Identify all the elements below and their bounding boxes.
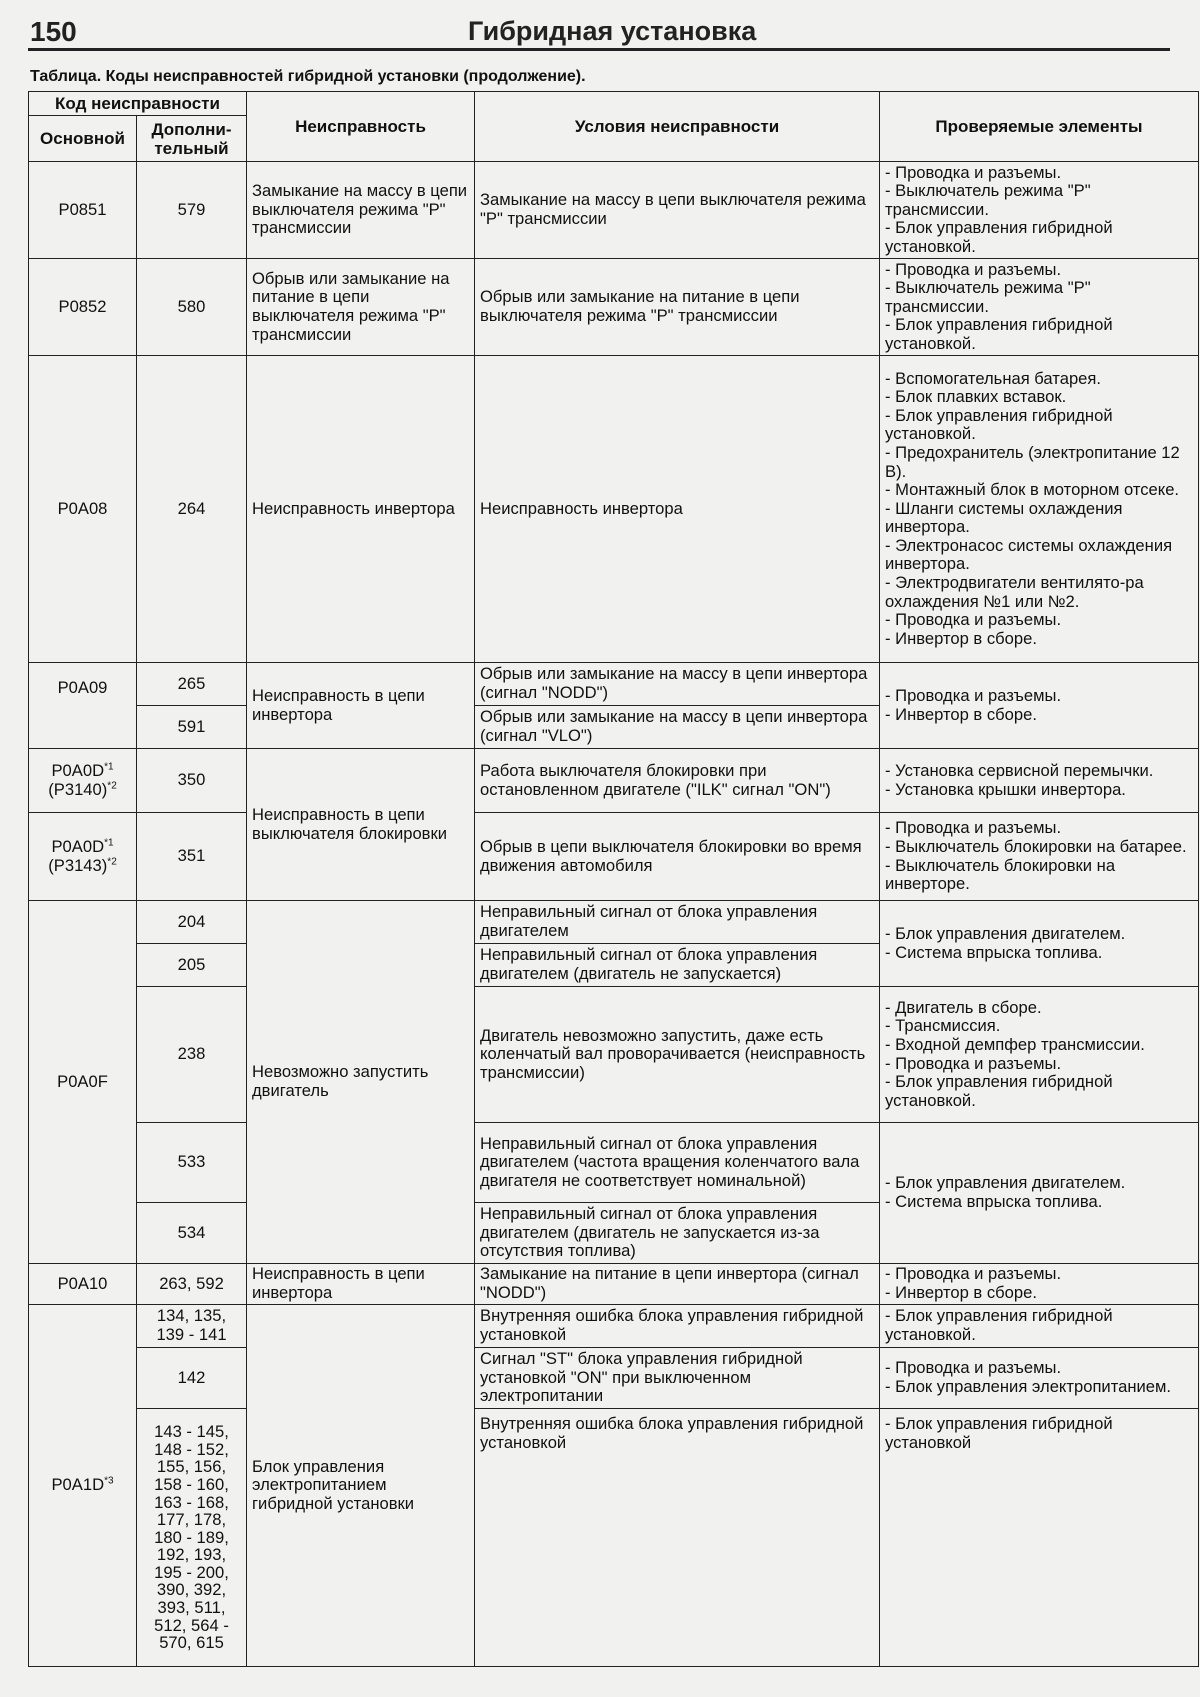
condition-cell: Внутренняя ошибка блока управления гибридной установкой <box>475 1409 880 1667</box>
condition-cell: Замыкание на питание в цепи инвертора (сигнал "NODD") <box>475 1264 880 1305</box>
condition-cell: Неправильный сигнал от блока управления двигателем (частота вращения коленчатого вала двигателя не соответствует номинальной) <box>475 1123 880 1203</box>
footnote-mark: *2 <box>107 855 117 867</box>
table-row <box>29 356 1199 663</box>
additional-code: 591 <box>137 706 247 749</box>
main-code-alternate: (P3140) <box>48 779 108 799</box>
condition-cell: Обрыв или замыкание на массу в цепи инвертора (сигнал "VLO") <box>475 706 880 749</box>
additional-code: 205 <box>137 944 247 987</box>
page-title: Гибридная установка <box>468 16 757 46</box>
fault-cell: Неисправность в цепи инвертора <box>247 1264 475 1305</box>
condition-cell: Неправильный сигнал от блока управления двигателем (двигатель не запускается) <box>475 944 880 987</box>
additional-code: 579 <box>137 162 247 259</box>
table-caption: Таблица. Коды неисправностей гибридной установки (продолжение). <box>30 68 586 85</box>
header-conditions: Условия неисправности <box>475 92 880 162</box>
condition-cell: Сигнал "ST" блока управления гибридной установкой "ON" при выключенном электропитании <box>475 1348 880 1409</box>
check-cell: - Проводка и разъемы. - Инвертор в сборе. <box>880 1264 1199 1305</box>
fault-cell: Обрыв или замыкание на питание в цепи выключателя режима "P" трансмиссии <box>247 259 475 356</box>
main-code: P0A0F <box>29 901 137 1264</box>
table-row <box>29 663 1199 706</box>
fault-cell: Невозможно запустить двигатель <box>247 901 475 1264</box>
fault-cell: Неисправность инвертора <box>247 356 475 663</box>
additional-code: 142 <box>137 1348 247 1409</box>
condition-cell: Обрыв в цепи выключателя блокировки во время движения автомобиля <box>475 813 880 901</box>
header-fault: Неисправность <box>247 92 475 162</box>
condition-cell: Неисправность инвертора <box>475 356 880 663</box>
additional-code: 143 - 145, 148 - 152, 155, 156, 158 - 160, 163 - 168, 177, 178, 180 - 189, 192, 193, 195 - 200, 390, 392, 393, 511, 512, 564 - 570, 615 <box>137 1409 247 1667</box>
check-cell: - Проводка и разъемы. - Выключатель режима "P" трансмиссии. - Блок управления гибридной установкой. <box>880 162 1199 259</box>
additional-code: 580 <box>137 259 247 356</box>
header-additional-line2: тельный <box>154 138 229 158</box>
check-cell: - Установка сервисной перемычки. - Установка крышки инвертора. <box>880 749 1199 813</box>
condition-cell: Неправильный сигнал от блока управления двигателем <box>475 901 880 944</box>
table-row <box>29 901 1199 944</box>
footnote-mark: *3 <box>104 1475 114 1487</box>
additional-code: 533 <box>137 1123 247 1203</box>
check-cell: - Двигатель в сборе. - Трансмиссия. - Входной демпфер трансмиссии. - Проводка и разъемы. - Блок управления гибридной установкой. <box>880 987 1199 1123</box>
condition-cell: Замыкание на массу в цепи выключателя режима "P" трансмиссии <box>475 162 880 259</box>
main-code: P0A09 <box>29 663 137 749</box>
table-row <box>29 259 1199 356</box>
main-code-alternate: (P3143) <box>48 855 108 875</box>
additional-code: 350 <box>137 749 247 813</box>
footnote-mark: *2 <box>107 779 117 791</box>
table-row <box>29 987 1199 1123</box>
footnote-mark: *1 <box>104 761 114 773</box>
check-cell: - Блок управления гибридной установкой. <box>880 1305 1199 1348</box>
fault-cell: Блок управления электропитанием гибридной установки <box>247 1305 475 1667</box>
main-code: P0A08 <box>29 356 137 663</box>
additional-code: 351 <box>137 813 247 901</box>
table-row <box>29 1264 1199 1305</box>
header-code-group: Код неисправности <box>29 92 247 116</box>
table-row <box>29 1123 1199 1203</box>
additional-code: 204 <box>137 901 247 944</box>
table-row <box>29 749 1199 813</box>
check-cell: - Вспомогательная батарея. - Блок плавких вставок. - Блок управления гибридной установкой. - Предохранитель (электропитание 12 В). - Монтажный блок в моторном отсеке. - Шланги системы охлаждения инвертора. - Электронасос системы охлаждения инвертора. - Электродвигатели вентилято-ра охлаждения №1 или №2. - Проводка и разъемы. - Инвертор в сборе. <box>880 356 1199 663</box>
main-code: P0851 <box>29 162 137 259</box>
main-code-primary: P0A1D <box>51 1475 105 1495</box>
fault-cell: Неисправность в цепи инвертора <box>247 663 475 749</box>
condition-cell: Работа выключателя блокировки при остановленном двигателе ("ILK" сигнал "ON") <box>475 749 880 813</box>
condition-cell: Неправильный сигнал от блока управления двигателем (двигатель не запускается из-за отсутствия топлива) <box>475 1203 880 1264</box>
additional-code: 238 <box>137 987 247 1123</box>
main-code: P0852 <box>29 259 137 356</box>
condition-cell: Двигатель невозможно запустить, даже есть коленчатый вал проворачивается (неисправность трансмиссии) <box>475 987 880 1123</box>
main-code-primary: P0A0D <box>51 836 105 856</box>
check-cell: - Проводка и разъемы. - Выключатель режима "P" трансмиссии. - Блок управления гибридной установкой. <box>880 259 1199 356</box>
condition-cell: Внутренняя ошибка блока управления гибридной установкой <box>475 1305 880 1348</box>
check-cell: - Блок управления двигателем. - Система впрыска топлива. <box>880 901 1199 987</box>
additional-code: 534 <box>137 1203 247 1264</box>
page-number: 150 <box>30 16 77 47</box>
fault-cell: Неисправность в цепи выключателя блокировки <box>247 749 475 901</box>
footnote-mark: *1 <box>104 837 114 849</box>
check-cell: - Проводка и разъемы. - Выключатель блокировки на батарее. - Выключатель блокировки на инверторе. <box>880 813 1199 901</box>
table-row <box>29 1348 1199 1409</box>
table-row <box>29 1409 1199 1667</box>
table-row <box>29 1305 1199 1348</box>
table-row <box>29 813 1199 901</box>
additional-code: 264 <box>137 356 247 663</box>
main-code <box>29 813 137 901</box>
header-row <box>29 92 1199 116</box>
header-main: Основной <box>29 116 137 162</box>
check-cell: - Блок управления гибридной установкой <box>880 1409 1199 1667</box>
header-additional <box>137 116 247 162</box>
check-cell: - Блок управления двигателем. - Система впрыска топлива. <box>880 1123 1199 1264</box>
additional-code: 265 <box>137 663 247 706</box>
main-code: P0A10 <box>29 1264 137 1305</box>
main-code-primary: P0A0D <box>51 760 105 780</box>
fault-cell: Замыкание на массу в цепи выключателя режима "P" трансмиссии <box>247 162 475 259</box>
additional-code: 134, 135, 139 - 141 <box>137 1305 247 1348</box>
main-code <box>29 749 137 813</box>
check-cell: - Проводка и разъемы. - Инвертор в сборе. <box>880 663 1199 749</box>
header-additional-line1: Дополни- <box>151 119 232 139</box>
condition-cell: Обрыв или замыкание на питание в цепи выключателя режима "P" трансмиссии <box>475 259 880 356</box>
additional-code: 263, 592 <box>137 1264 247 1305</box>
header-checked-items: Проверяемые элементы <box>880 92 1199 162</box>
page-header <box>28 14 1170 51</box>
main-code <box>29 1305 137 1667</box>
check-cell: - Проводка и разъемы. - Блок управления электропитанием. <box>880 1348 1199 1409</box>
table-row <box>29 162 1199 259</box>
fault-codes-table <box>28 91 1199 1667</box>
condition-cell: Обрыв или замыкание на массу в цепи инвертора (сигнал "NODD") <box>475 663 880 706</box>
